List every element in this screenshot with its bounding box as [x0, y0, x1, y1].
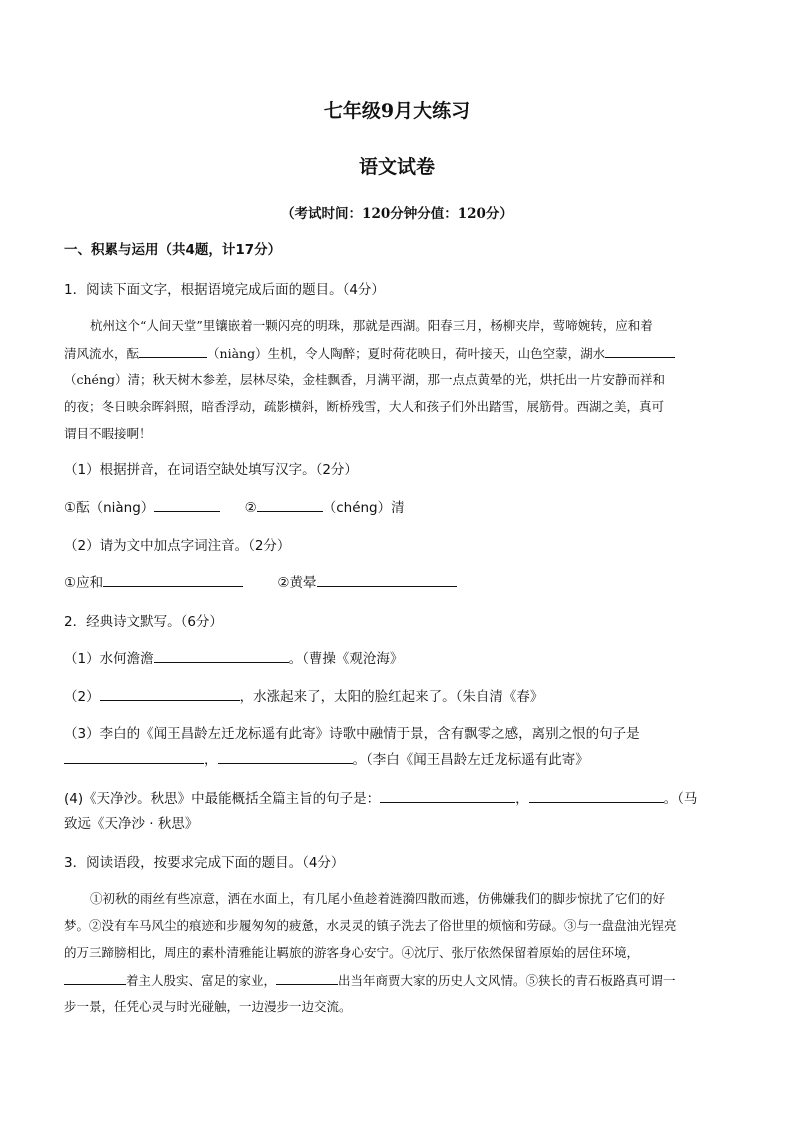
passage-text: 清风流水，酝: [64, 346, 140, 361]
recite-line-4b: 致远《天净沙 · 秋思》: [64, 816, 199, 832]
passage-line: [64, 970, 676, 989]
answer-blank[interactable]: [64, 970, 126, 985]
recite-text: ，水涨起来了，太阳的脸红起来了。（朱自清《春》: [239, 689, 544, 705]
answer-blank[interactable]: [380, 788, 515, 803]
passage-line-4: 的夜；冬日映余晖斜照，暗香浮动，疏影横斜，断桥残雪，大人和孩子们外出踏雪，展筋骨。西湖之美，真可: [64, 399, 665, 414]
answer-label: ①应和: [64, 575, 104, 591]
recite-line-3: （3）李白的《闻王昌龄左迁龙标遥有此寄》诗歌中融情于景，含有飘零之感，离别之恨的句子是: [64, 726, 640, 742]
answer-blank[interactable]: [257, 497, 323, 512]
recite-line-1: [64, 647, 403, 667]
recite-line-3b: [64, 748, 589, 768]
question-2-stem: 2．经典诗文默写。（6分）: [64, 614, 223, 630]
sub-question: （1）根据拼音，在词语空缺处填写汉字。（2分）: [64, 462, 358, 478]
recite-line-4: [64, 787, 697, 807]
section-heading: 一、积累与运用（共4题，计17分）: [64, 242, 282, 258]
passage-line-1: 杭州这个“人间天堂”里镶嵌着一颗闪亮的明珠，那就是西湖。阳春三月，杨柳夹岸，莺啼婉转，应和着: [90, 318, 653, 333]
passage-text: 着主人殷实、富足的家业，: [126, 973, 277, 988]
passage-line-2: [64, 343, 675, 362]
passage-line-3: （chéng）清；秋天树木参差，层林尽染，金桂飘香，月满平湖，那一点点黄晕的光，烘托出一片安静而祥和: [64, 372, 666, 387]
answer-blank[interactable]: [139, 343, 207, 358]
answer-label: ②黄晕: [277, 575, 317, 591]
answer-blank[interactable]: [605, 343, 675, 358]
answer-blank[interactable]: [218, 749, 353, 764]
answer-blank[interactable]: [154, 648, 289, 663]
passage-text: 出当年商贾大家的历史人文风情。⑤狭长的青石板路真可谓一: [338, 973, 676, 988]
answer-blank[interactable]: [103, 572, 243, 587]
passage-line-5: 谓目不暇接啊！: [64, 426, 152, 441]
page-subtitle: 语文试卷: [358, 156, 435, 178]
recite-text: 。（曹操《观沧海》: [288, 651, 404, 667]
sub-question: （2）请为文中加点字词注音。（2分）: [64, 538, 291, 554]
recite-text: (4)《天净沙。秋思》中最能概括全篇主旨的句子是：: [64, 791, 381, 807]
recite-text: 。（马: [663, 791, 698, 807]
recite-text: ，: [204, 752, 218, 768]
answer-blank[interactable]: [276, 970, 338, 985]
question-3-stem: 3．阅读语段，按要求完成下面的题目。（4分）: [64, 855, 345, 871]
sub-question-answer-line: [64, 571, 457, 591]
passage-text: （niàng）生机，令人陶醉；夏时荷花映日，荷叶接天，山色空蒙，湖水: [207, 346, 606, 361]
answer-label: ②: [244, 500, 257, 516]
page-title: 七年级9月大练习: [323, 100, 471, 122]
recite-text: （2）: [64, 689, 100, 705]
answer-blank[interactable]: [154, 497, 220, 512]
passage-line: 的万三蹄膀相比，周庄的素朴清雅能让羁旅的游客身心安宁。④沈厅、张厅依然保留着原始的居住环境，: [64, 945, 640, 960]
recite-line-2: [64, 685, 543, 705]
answer-blank[interactable]: [317, 572, 457, 587]
answer-blank[interactable]: [529, 788, 664, 803]
passage-line: ①初秋的雨丝有些凉意，洒在水面上，有几尾小鱼趁着涟漪四散而逃，仿佛嫌我们的脚步惊扰了它们的好: [90, 891, 666, 906]
question-1-stem: 1．阅读下面文字，根据语境完成后面的题目。（4分）: [64, 282, 385, 298]
recite-text: ，: [515, 791, 529, 807]
recite-text: 。（李白《闻王昌龄左迁龙标遥有此寄》: [352, 752, 589, 768]
passage-line: 步一景，任凭心灵与时光碰触，一边漫步一边交流。: [64, 999, 352, 1014]
answer-label: ①酝（niàng）: [64, 500, 155, 516]
answer-label: （chéng）清: [322, 500, 405, 516]
answer-blank[interactable]: [64, 749, 204, 764]
recite-text: （1）水何澹澹: [64, 651, 154, 667]
passage-line: 梦。②没有车马风尘的痕迹和步履匆匆的疲惫，水灵灵的镇子洗去了俗世里的烦恼和劳碌。③与一盘盘油光锃亮: [64, 918, 677, 933]
sub-question-answer-line: [64, 496, 405, 516]
exam-info: （考试时间：120分钟分值：120分）: [281, 206, 513, 222]
answer-blank[interactable]: [100, 686, 240, 701]
